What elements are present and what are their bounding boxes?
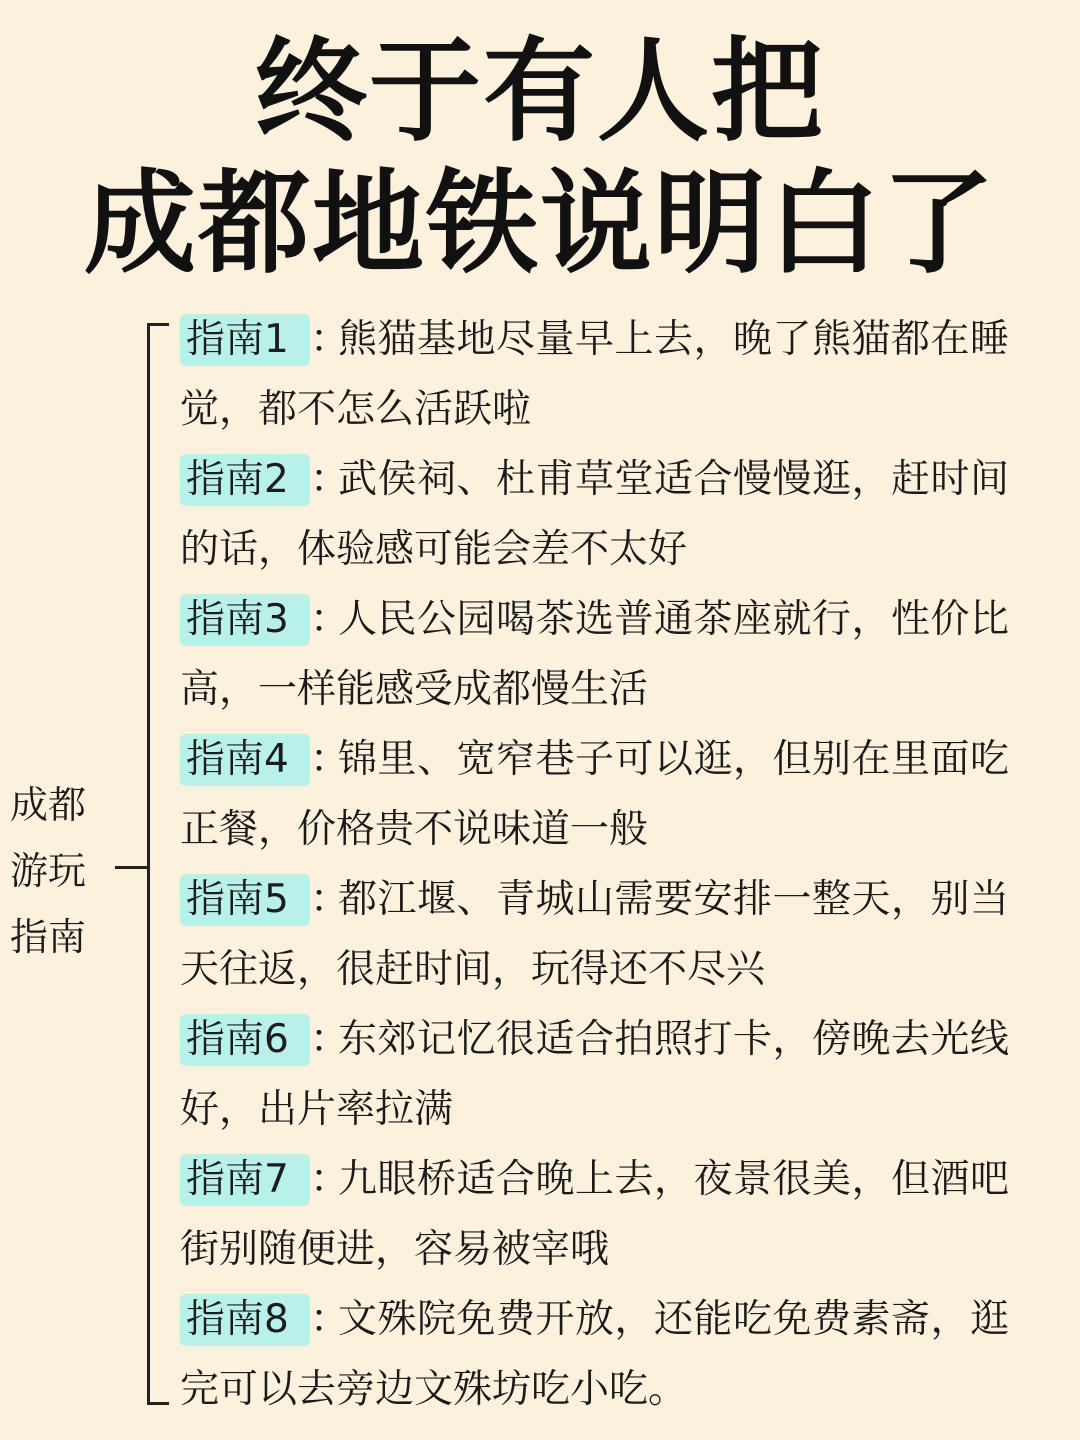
tip-text-line-2: 的话，体验感可能会差不太好 [180,527,688,572]
page-title-line-1: 终于有人把 [255,27,825,157]
tip-colon: ： [310,877,350,922]
tip-item [180,585,1055,725]
tip-item [180,1285,1055,1425]
tip-label: 指南4 [180,734,310,786]
tip-label: 指南6 [180,1014,310,1066]
tip-text-line-1: 人民公园喝茶选普通茶座就行，性价比 [338,597,1010,642]
tip-text-line-2: 完可以去旁边文殊坊吃小吃。 [180,1367,688,1412]
tip-text-line-2: 天往返，很赶时间，玩得还不尽兴 [180,947,766,992]
side-label-line: 成都 [10,783,87,827]
bracket-connector [115,866,149,869]
tip-text-line-1: 东郊记忆很适合拍照打卡，傍晚去光线 [338,1017,1010,1062]
tip-label: 指南5 [180,874,310,926]
tip-label: 指南3 [180,594,310,646]
tips-list [180,305,1055,1425]
page-title-line-2: 成都地铁说明白了 [84,159,996,289]
tip-colon: ： [310,317,350,362]
tip-text-line-1: 九眼桥适合晚上去，夜景很美，但酒吧 [338,1157,1010,1202]
tip-colon: ： [310,597,350,642]
tip-item [180,725,1055,865]
tip-text-line-1: 武侯祠、杜甫草堂适合慢慢逛，赶时间 [338,457,1010,502]
tip-colon: ： [310,1297,350,1342]
tip-item [180,865,1055,1005]
tip-text-line-2: 觉，都不怎么活跃啦 [180,387,532,432]
side-label [10,772,100,970]
tip-text-line-2: 正餐，价格贵不说味道一般 [180,807,649,852]
tip-item [180,1005,1055,1145]
tip-colon: ： [310,1157,350,1202]
tip-label: 指南7 [180,1154,310,1206]
tip-colon: ： [310,737,350,782]
tip-text-line-1: 文殊院免费开放，还能吃免费素斋，逛 [338,1297,1010,1342]
bracket-line [147,323,150,1405]
tip-label: 指南1 [180,314,310,366]
tip-item [180,305,1055,445]
tip-text-line-1: 锦里、宽窄巷子可以逛，但别在里面吃 [338,737,1010,782]
bracket-bottom-tick [147,1402,169,1405]
tip-text-line-2: 街别随便进，容易被宰哦 [180,1227,610,1272]
tip-label: 指南2 [180,454,310,506]
tip-colon: ： [310,457,350,502]
tip-text-line-2: 高，一样能感受成都慢生活 [180,667,649,712]
tip-label: 指南8 [180,1294,310,1346]
tip-text-line-2: 好，出片率拉满 [180,1087,454,1132]
tip-item [180,1145,1055,1285]
side-label-line: 游玩 [10,849,87,893]
bracket-top-tick [147,323,169,326]
tip-item [180,445,1055,585]
tip-colon: ： [310,1017,350,1062]
tip-text-line-1: 都江堰、青城山需要安排一整天，别当 [338,877,1010,922]
tip-text-line-1: 熊猫基地尽量早上去，晚了熊猫都在睡 [338,317,1010,362]
side-label-line: 指南 [10,915,87,959]
